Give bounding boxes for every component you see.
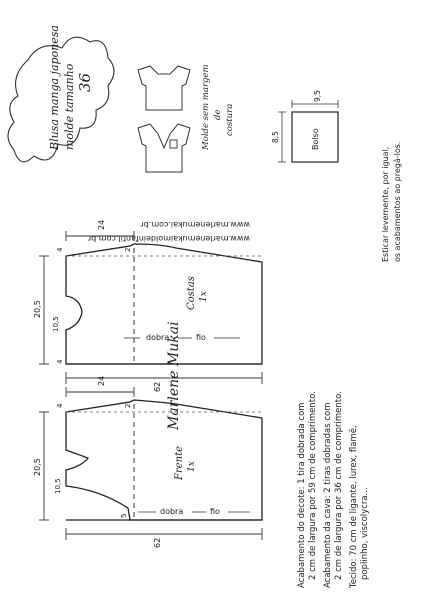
signature bbox=[166, 321, 182, 431]
pocket-height: 9,5 bbox=[313, 90, 322, 102]
frente-fold-label: dobra bbox=[160, 507, 184, 516]
costas-fold-label: dobra bbox=[146, 333, 170, 342]
frente-grain-label: fio bbox=[210, 507, 220, 516]
instruction-1-line-1: Acabamento do decote: 1 tira dobrada com bbox=[297, 402, 307, 588]
instruction-2-line-2: 2 cm de largura por 36 cm de comprimento. bbox=[334, 391, 344, 580]
title-line-1: Blusa manga japonesa bbox=[48, 25, 61, 150]
website-1: www.marlenemukai.com.br bbox=[140, 220, 250, 229]
costas-small-top-right: 2 bbox=[124, 247, 132, 252]
website-2: www.marlenemukaimoldeinfantil.com.br bbox=[87, 234, 250, 243]
frente-length: 62 bbox=[153, 537, 162, 548]
instruction-3-line-1: Tecido: 70 cm de ligante, lurex, flamê, bbox=[349, 425, 359, 588]
title-line-2: molde tamanho bbox=[63, 63, 76, 150]
costas-qty: 1x bbox=[199, 291, 209, 302]
costas-small-top-left: 4 bbox=[56, 247, 64, 252]
frente-qty: 1x bbox=[187, 461, 197, 472]
frente-neck-depth: 5 bbox=[120, 513, 128, 518]
frente-label: Frente bbox=[174, 445, 185, 480]
instruction-2-line-1: Acabamento da cava: 2 tiras dobradas com bbox=[323, 402, 333, 588]
frente-armhole: 10,5 bbox=[54, 478, 62, 494]
title-size: 36 bbox=[76, 72, 94, 92]
instruction-3-line-2: poplinho, viscolycra... bbox=[360, 487, 370, 580]
molde-note-line-3: costura bbox=[225, 103, 235, 136]
instruction-1-line-2: 2 cm de largura por 59 cm de comprimento. bbox=[308, 391, 318, 580]
pocket-label: Bolso bbox=[311, 128, 320, 150]
molde-note-line-1: Molde sem margem bbox=[201, 64, 211, 150]
costas-length: 62 bbox=[153, 381, 162, 392]
costas-label: Costas bbox=[186, 276, 197, 310]
pocket-note-line-1: Esticar levemente, por igual, bbox=[381, 146, 390, 262]
frente-neck-width: 24 bbox=[97, 375, 106, 386]
costas-neck-width: 24 bbox=[97, 219, 106, 230]
costas-small-bottom: 4 bbox=[56, 359, 64, 364]
pocket-width: 8,5 bbox=[271, 131, 280, 143]
frente-shoulder-drop: 20,5 bbox=[33, 458, 42, 476]
molde-note-line-2: de bbox=[213, 109, 223, 120]
costas-grain-label: fio bbox=[196, 333, 206, 342]
pocket-note-line-2: os acabamentos ao pregá-los. bbox=[393, 141, 402, 262]
costas-shoulder-drop: 20,5 bbox=[33, 300, 42, 318]
costas-armhole: 10,5 bbox=[52, 316, 60, 332]
signature-text: Marlene Mukai bbox=[166, 321, 182, 430]
frente-small-top-right: 2 bbox=[124, 403, 132, 408]
frente-small-top-left: 4 bbox=[56, 403, 64, 408]
